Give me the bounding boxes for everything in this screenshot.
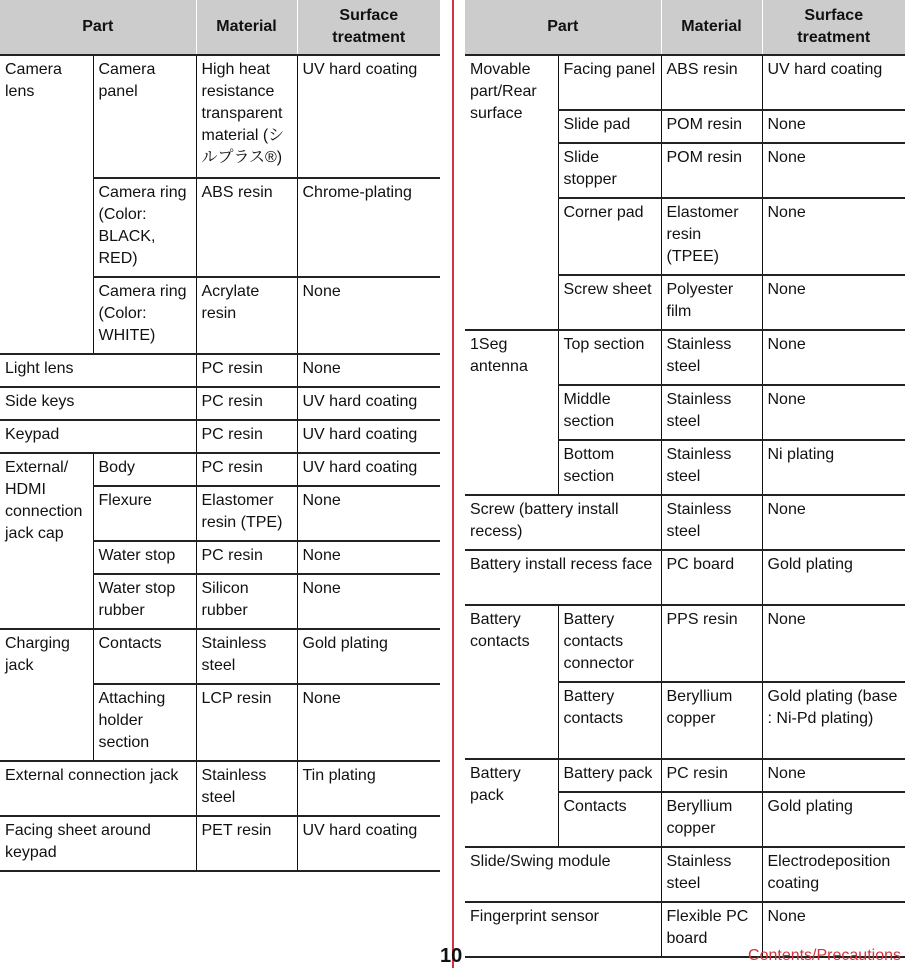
surface-cell: None [762,110,905,143]
subpart-cell: Top section [558,330,661,385]
material-cell: PC board [661,550,762,605]
header-material: Material [661,0,762,55]
left-materials-table [0,0,440,872]
part-cell: Side keys [0,387,196,420]
table-row [0,387,440,420]
material-cell: Stainless steel [661,385,762,440]
table-header [0,0,440,55]
material-cell: PC resin [196,387,297,420]
part-cell: Facing sheet around keypad [0,816,196,871]
material-cell: POM resin [661,143,762,198]
part-cell: Light lens [0,354,196,387]
table-row [0,354,440,387]
subpart-cell: Battery contacts connector [558,605,661,682]
part-cell: Camera lens [0,55,93,354]
subpart-cell: Water stop rubber [93,574,196,629]
contents-precautions-link[interactable]: Contents/Precautions [748,947,901,964]
table-header [465,0,905,55]
surface-cell: None [762,385,905,440]
material-cell: PPS resin [661,605,762,682]
subpart-cell: Corner pad [558,198,661,275]
header-surface-line2: treatment [332,29,406,46]
surface-cell: Ni plating [762,440,905,495]
page-number: 10 [440,945,463,967]
subpart-cell: Camera ring (Color: WHITE) [93,277,196,354]
part-cell: Battery install recess face [465,550,661,605]
subpart-cell: Bottom section [558,440,661,495]
table-row [465,550,905,605]
material-cell: Stainless steel [661,330,762,385]
material-cell: LCP resin [196,684,297,761]
surface-cell: UV hard coating [297,453,440,486]
header-material: Material [196,0,297,55]
surface-cell: Gold plating (base : Ni-Pd plating) [762,682,905,759]
surface-cell: None [762,275,905,330]
surface-cell: UV hard coating [297,387,440,420]
surface-cell: Gold plating [762,792,905,847]
surface-cell: None [762,198,905,275]
header-part: Part [465,0,661,55]
right-materials-table [465,0,905,958]
material-cell: Stainless steel [661,495,762,550]
surface-cell: UV hard coating [762,55,905,110]
subpart-cell: Flexure [93,486,196,541]
table-row [0,420,440,453]
table-row [465,605,905,682]
table-row [465,759,905,792]
table-row [0,55,440,178]
material-cell: Elastomer resin (TPEE) [661,198,762,275]
material-cell: Stainless steel [661,440,762,495]
subpart-cell: Facing panel [558,55,661,110]
surface-cell: None [762,605,905,682]
material-cell: Beryllium copper [661,792,762,847]
part-cell: Charging jack [0,629,93,761]
surface-cell: None [297,354,440,387]
subpart-cell: Attaching holder section [93,684,196,761]
material-cell: ABS resin [196,178,297,277]
surface-cell: None [762,143,905,198]
subpart-cell: Slide pad [558,110,661,143]
surface-cell: Gold plating [297,629,440,684]
part-cell: 1Seg antenna [465,330,558,495]
table-row [465,847,905,902]
material-cell: Elastomer resin (TPE) [196,486,297,541]
part-cell: Movable part/Rear surface [465,55,558,330]
table-row [465,330,905,385]
header-part: Part [0,0,196,55]
part-cell: Keypad [0,420,196,453]
surface-cell: UV hard coating [297,816,440,871]
surface-cell: None [762,759,905,792]
part-cell: Battery pack [465,759,558,847]
material-cell: Acrylate resin [196,277,297,354]
subpart-cell: Contacts [558,792,661,847]
surface-cell: None [297,541,440,574]
surface-cell: None [297,277,440,354]
subpart-cell: Battery pack [558,759,661,792]
material-cell: High heat resistance transparent material (シルプラス®) [196,55,297,178]
column-divider [452,0,454,968]
header-surface-line1: Surface [339,7,399,24]
part-cell: Fingerprint sensor [465,902,661,957]
part-cell: External/ HDMI connection jack cap [0,453,93,629]
surface-cell: None [762,330,905,385]
material-cell: Polyester film [661,275,762,330]
table-row [465,495,905,550]
material-cell: Beryllium copper [661,682,762,759]
subpart-cell: Middle section [558,385,661,440]
material-cell: Flexible PC board [661,902,762,957]
surface-cell: Electrodeposition coating [762,847,905,902]
part-cell: Battery contacts [465,605,558,759]
material-cell: PC resin [196,541,297,574]
material-cell: Stainless steel [661,847,762,902]
subpart-cell: Water stop [93,541,196,574]
surface-cell: None [297,574,440,629]
material-cell: Silicon rubber [196,574,297,629]
surface-cell: None [762,495,905,550]
surface-cell: None [297,684,440,761]
surface-cell: Chrome-plating [297,178,440,277]
material-cell: PC resin [661,759,762,792]
subpart-cell: Camera panel [93,55,196,178]
subpart-cell: Body [93,453,196,486]
subpart-cell: Camera ring (Color: BLACK, RED) [93,178,196,277]
table-row [465,55,905,110]
material-cell: ABS resin [661,55,762,110]
surface-cell: UV hard coating [297,420,440,453]
material-cell: PET resin [196,816,297,871]
subpart-cell: Screw sheet [558,275,661,330]
surface-cell: None [297,486,440,541]
header-surface-line2: treatment [797,29,871,46]
material-cell: POM resin [661,110,762,143]
material-cell: PC resin [196,354,297,387]
subpart-cell: Contacts [93,629,196,684]
table-row [0,453,440,486]
part-cell: External connection jack [0,761,196,816]
material-cell: PC resin [196,420,297,453]
subpart-cell: Slide stopper [558,143,661,198]
part-cell: Slide/Swing module [465,847,661,902]
surface-cell: Tin plating [297,761,440,816]
part-cell: Screw (battery install recess) [465,495,661,550]
surface-cell: Gold plating [762,550,905,605]
subpart-cell: Battery contacts [558,682,661,759]
table-row [0,816,440,871]
header-surface-line1: Surface [804,7,864,24]
surface-cell: UV hard coating [297,55,440,178]
header-surface [297,0,440,55]
material-cell: Stainless steel [196,629,297,684]
table-row [0,629,440,684]
table-row [0,761,440,816]
surface-cell: None [762,902,905,957]
material-cell: Stainless steel [196,761,297,816]
material-cell: PC resin [196,453,297,486]
header-surface [762,0,905,55]
